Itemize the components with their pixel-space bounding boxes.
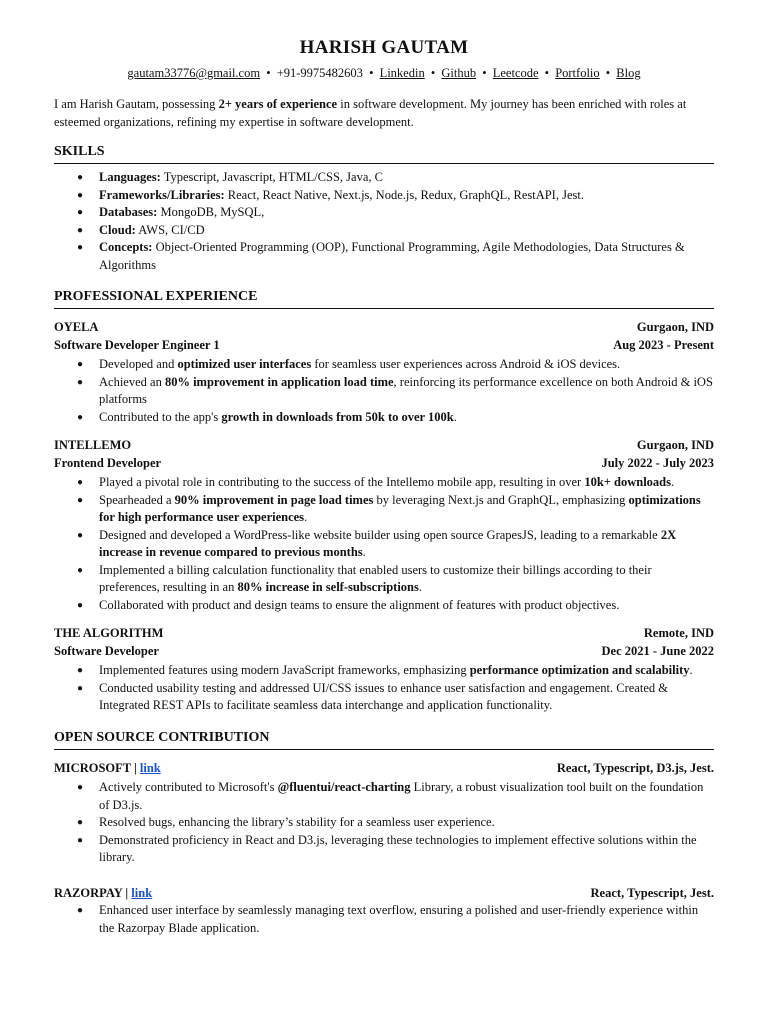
separator: • bbox=[430, 66, 436, 80]
skill-label: Cloud: bbox=[99, 222, 136, 237]
skill-item bbox=[99, 222, 714, 240]
skill-item bbox=[99, 239, 714, 274]
bullet-item: ● Spearheaded a 90% improvement in page load times by leveraging Next.js and GraphQL, emphasizing optimizations for high performance user experiences. bbox=[99, 492, 714, 527]
job-location: Gurgaon, IND bbox=[636, 438, 714, 452]
skills-list bbox=[54, 169, 714, 274]
bullet-item: ● Developed and optimized user interfaces for seamless user experiences across Android & iOS devices. bbox=[99, 356, 714, 374]
separator: • bbox=[482, 66, 487, 80]
project-link[interactable]: link bbox=[131, 885, 153, 900]
skill-text: AWS, CI/CD bbox=[135, 222, 205, 237]
job-bullets bbox=[54, 662, 714, 715]
job-subheader bbox=[54, 337, 714, 355]
separator: • bbox=[266, 66, 271, 80]
job-role: Software Developer Engineer 1 bbox=[54, 337, 220, 352]
company-name: INTELLEMO bbox=[54, 438, 132, 452]
skill-text: Typescript, Javascript, HTML/CSS, Java, C bbox=[160, 170, 383, 184]
bullet-item: ● Collaborated with product and design teams to ensure the alignment of features with product objectives. bbox=[99, 597, 714, 615]
job-role: Frontend Developer bbox=[54, 455, 162, 470]
job-bullets bbox=[54, 356, 714, 426]
project-org bbox=[54, 760, 161, 778]
job-the-algorithm bbox=[54, 625, 714, 715]
skills-heading: SKILLS bbox=[54, 143, 714, 164]
skill-label: Frameworks/Libraries: bbox=[99, 187, 225, 202]
bullet-item: ● Played a pivotal role in contributing to the success of the Intellemo mobile app, resulting in over 10k+ downloads. bbox=[99, 474, 714, 492]
job-intellemo bbox=[54, 437, 714, 614]
job-dates: Aug 2023 - Present bbox=[613, 337, 714, 352]
job-header bbox=[54, 437, 714, 455]
job-subheader bbox=[54, 455, 714, 473]
separator: • bbox=[544, 66, 550, 80]
experience-heading: PROFESSIONAL EXPERIENCE bbox=[54, 288, 714, 309]
project-tech: React, Typescript, Jest. bbox=[590, 885, 714, 900]
project-tech: React, Typescript, D3.js, Jest. bbox=[556, 760, 714, 775]
skill-text: Object-Oriented Programming (OOP), Functional Programming, Agile Methodologies, Data Structures & Algorithms bbox=[99, 240, 685, 272]
skill-label: Databases: bbox=[99, 205, 158, 219]
job-bullets bbox=[54, 474, 714, 614]
separator: • bbox=[605, 66, 611, 80]
bullet-item: ● Conducted usability testing and addressed UI/CSS issues to enhance user satisfaction and engagement. Created & Integrated REST APIs to facilitate seamless data interchange and application functionality. bbox=[99, 680, 714, 715]
project-bullets bbox=[54, 902, 714, 937]
project-bullets bbox=[54, 779, 714, 867]
job-header bbox=[54, 319, 714, 337]
skill-item bbox=[99, 187, 714, 205]
phone-number: +91-9975482603 bbox=[276, 66, 363, 80]
linkedin-link[interactable]: Linkedin bbox=[379, 66, 425, 80]
summary-highlight: 2+ years of experience bbox=[218, 97, 338, 111]
company-name: OYELA bbox=[54, 320, 99, 334]
portfolio-link[interactable]: Portfolio bbox=[555, 66, 600, 80]
leetcode-link[interactable]: Leetcode bbox=[492, 66, 539, 80]
candidate-name: HARISH GAUTAM bbox=[299, 37, 469, 58]
job-header bbox=[54, 625, 714, 643]
skill-label: Languages: bbox=[99, 170, 161, 184]
job-dates: July 2022 - July 2023 bbox=[601, 455, 714, 470]
github-link[interactable]: Github bbox=[441, 66, 477, 80]
blog-link[interactable]: Blog bbox=[616, 66, 641, 80]
bullet-item: ● Demonstrated proficiency in React and D3.js, leveraging these technologies to implement effective solutions within the library. bbox=[99, 832, 714, 867]
org-name: RAZORPAY | bbox=[54, 885, 132, 900]
contact-line bbox=[54, 65, 714, 81]
job-role: Software Developer bbox=[54, 643, 159, 658]
bullet-item: ● Achieved an 80% improvement in application load time, reinforcing its performance excellence on both Android & iOS platforms bbox=[99, 374, 714, 409]
job-location: Remote, IND bbox=[643, 626, 714, 640]
job-subheader bbox=[54, 643, 714, 661]
skill-text: MongoDB, MySQL, bbox=[157, 205, 265, 219]
bullet-item: ● Resolved bugs, enhancing the library’s stability for a seamless user experience. bbox=[99, 814, 714, 832]
skill-item bbox=[99, 204, 714, 222]
job-dates: Dec 2021 - June 2022 bbox=[601, 643, 714, 658]
skill-item bbox=[99, 169, 714, 187]
skill-label: Concepts: bbox=[99, 240, 153, 254]
bullet-item: ● Actively contributed to Microsoft's @fluentui/react-charting Library, a robust visualization tool built on the foundation of D3.js. bbox=[99, 779, 714, 814]
job-location: Gurgaon, IND bbox=[636, 320, 714, 334]
bullet-item: ● Enhanced user interface by seamlessly managing text overflow, ensuring a polished and user-friendly experience within the Razorpay Blade application. bbox=[99, 902, 714, 937]
project-microsoft bbox=[54, 760, 714, 867]
summary-text: in software development. My journey has been enriched with roles at esteemed organizations, refining my expertise in software development. bbox=[54, 97, 687, 129]
separator: • bbox=[369, 66, 374, 80]
bullet-item: ● Designed and developed a WordPress-like website builder using open source GrapesJS, leading to a remarkable 2X increase in revenue compared to previous months. bbox=[99, 527, 714, 562]
bullet-item: ● Implemented features using modern JavaScript frameworks, emphasizing performance optimization and scalability. bbox=[99, 662, 714, 680]
skill-text: React, React Native, Next.js, Node.js, Redux, GraphQL, RestAPI, Jest. bbox=[224, 187, 584, 202]
bullet-item: ● Implemented a billing calculation functionality that enabled users to customize their billings according to their preferences, resulting in an 80% increase in self-subscriptions. bbox=[99, 562, 714, 597]
project-org bbox=[54, 885, 152, 903]
company-name: THE ALGORITHM bbox=[54, 626, 164, 640]
email-link[interactable]: gautam33776@gmail.com bbox=[127, 66, 261, 80]
project-header bbox=[54, 885, 714, 903]
job-oyela bbox=[54, 319, 714, 426]
summary-paragraph bbox=[54, 96, 714, 131]
org-name: MICROSOFT | bbox=[54, 760, 140, 775]
project-link[interactable]: link bbox=[139, 760, 161, 775]
open-source-heading: OPEN SOURCE CONTRIBUTION bbox=[54, 729, 714, 750]
project-header bbox=[54, 760, 714, 778]
project-razorpay bbox=[54, 885, 714, 938]
bullet-item: ● Contributed to the app's growth in downloads from 50k to over 100k. bbox=[99, 409, 714, 427]
summary-text: I am Harish Gautam, possessing bbox=[54, 97, 219, 111]
